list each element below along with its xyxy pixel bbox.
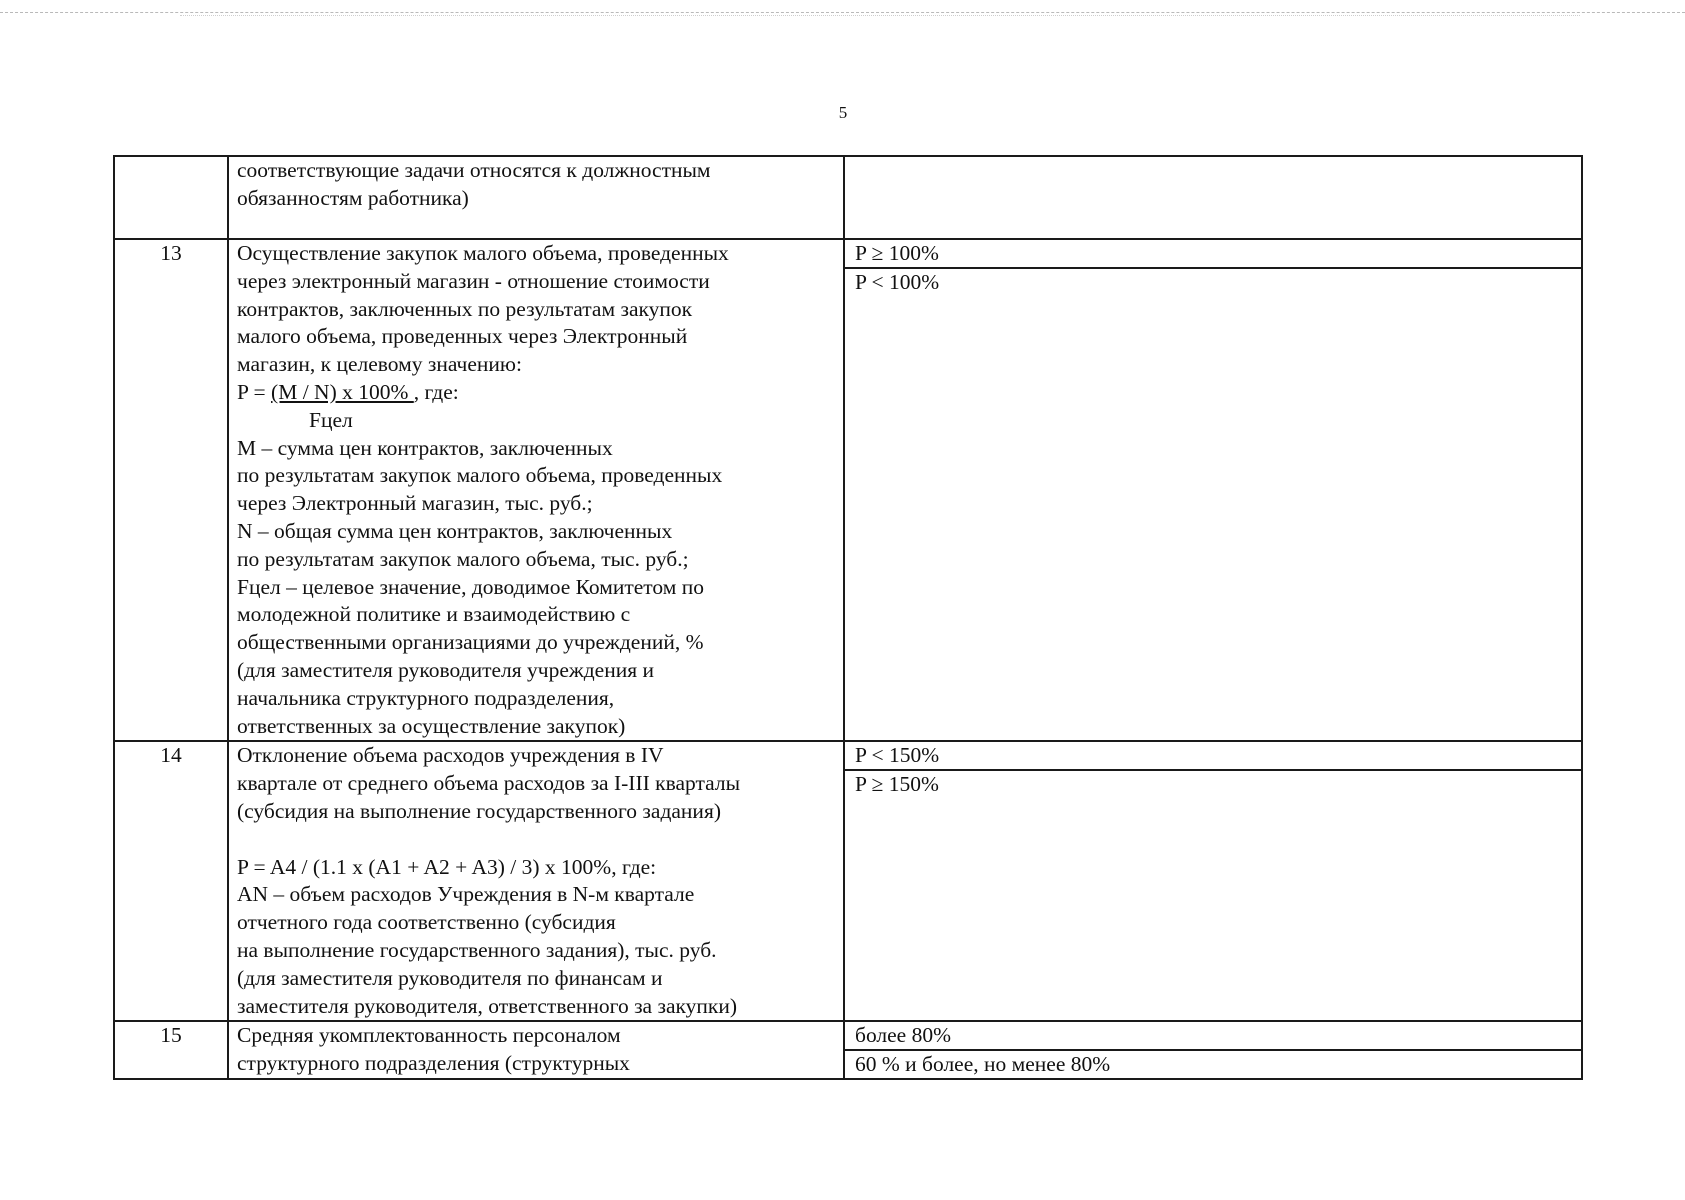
row-number: 15	[160, 1023, 182, 1048]
description-line: малого объема, проведенных через Электронный	[237, 324, 688, 349]
description-line: через Электронный магазин, тыс. руб.;	[237, 491, 593, 516]
value-option: P ≥ 100%	[845, 240, 1581, 269]
table-row	[114, 156, 1582, 239]
description-line: по результатам закупок малого объема, проведенных	[237, 463, 723, 488]
description-cell	[228, 156, 844, 239]
page-number: 5	[838, 103, 848, 122]
row-number: 14	[160, 743, 182, 768]
value-option: более 80%	[845, 1022, 1581, 1051]
description-line: на выполнение государственного задания), тыс. руб.	[237, 937, 717, 962]
row-number-cell	[114, 239, 228, 741]
value-option: P < 150%	[845, 742, 1581, 771]
scan-edge-line	[0, 12, 1685, 13]
description-line: Средняя укомплектованность персоналом	[237, 1023, 621, 1048]
formula-line	[237, 379, 835, 407]
value-cell	[844, 239, 1582, 741]
description-cell	[228, 741, 844, 1021]
value-option: P ≥ 150%	[855, 772, 939, 797]
description-line: начальника структурного подразделения,	[237, 685, 615, 710]
description-line: молодежной политике и взаимодействию с	[237, 602, 631, 627]
description-line: через электронный магазин - отношение стоимости	[237, 268, 710, 293]
description-line: отчетного года соответственно (субсидия	[237, 910, 616, 935]
description-line: общественными организациями до учреждений, %	[237, 630, 704, 655]
description-line: квартале от среднего объема расходов за I-III кварталы	[237, 771, 741, 796]
description-line: Отклонение объема расходов учреждения в IV	[237, 743, 664, 768]
row-number-cell	[114, 156, 228, 239]
table-row	[114, 741, 1582, 1021]
description-line: (для заместителя руководителя по финансам и	[237, 965, 663, 990]
description-line: M – сумма цен контрактов, заключенных	[237, 435, 613, 460]
description-line: магазин, к целевому значению:	[237, 352, 522, 377]
table-row	[114, 239, 1582, 741]
formula-denominator: Fцел	[309, 407, 353, 432]
criteria-table	[113, 155, 1583, 1080]
description-blank-line	[237, 826, 835, 854]
description-line: обязанностям работника)	[237, 185, 469, 210]
description-line: Осуществление закупок малого объема, проведенных	[237, 241, 729, 265]
description-line: заместителя руководителя, ответственного за закупки)	[237, 993, 738, 1018]
description-line: структурного подразделения (структурных	[237, 1051, 630, 1076]
table-row	[114, 1021, 1582, 1079]
value-option: P < 100%	[855, 270, 940, 294]
row-number: 13	[160, 241, 182, 265]
description-line: AN – объем расходов Учреждения в N-м квартале	[237, 882, 695, 907]
value-cell	[844, 156, 1582, 239]
formula-numerator: (M / N) x 100%	[271, 379, 414, 404]
description-line: по результатам закупок малого объема, тыс. руб.;	[237, 546, 689, 571]
value-cell	[844, 741, 1582, 1021]
description-line: P = A4 / (1.1 x (A1 + A2 + A3) / 3) x 100%, где:	[237, 854, 657, 879]
formula-suffix: , где:	[413, 379, 459, 404]
description-cell	[228, 239, 844, 741]
description-cell	[228, 1021, 844, 1079]
description-line: N – общая сумма цен контрактов, заключенных	[237, 518, 673, 543]
value-cell	[844, 1021, 1582, 1079]
description-line: соответствующие задачи относятся к должностным	[237, 158, 711, 182]
description-line: (для заместителя руководителя учреждения и	[237, 657, 654, 682]
row-number-cell	[114, 1021, 228, 1079]
description-line: (субсидия на выполнение государственного задания)	[237, 798, 721, 823]
row-number-cell	[114, 741, 228, 1021]
description-line: контрактов, заключенных по результатам закупок	[237, 296, 693, 321]
description-line: ответственных за осуществление закупок)	[237, 713, 626, 738]
description-line: Fцел – целевое значение, доводимое Комитетом по	[237, 574, 704, 599]
scan-edge-line	[180, 15, 1580, 16]
value-option: 60 % и более, но менее 80%	[855, 1052, 1111, 1077]
formula-prefix: P =	[237, 379, 272, 404]
